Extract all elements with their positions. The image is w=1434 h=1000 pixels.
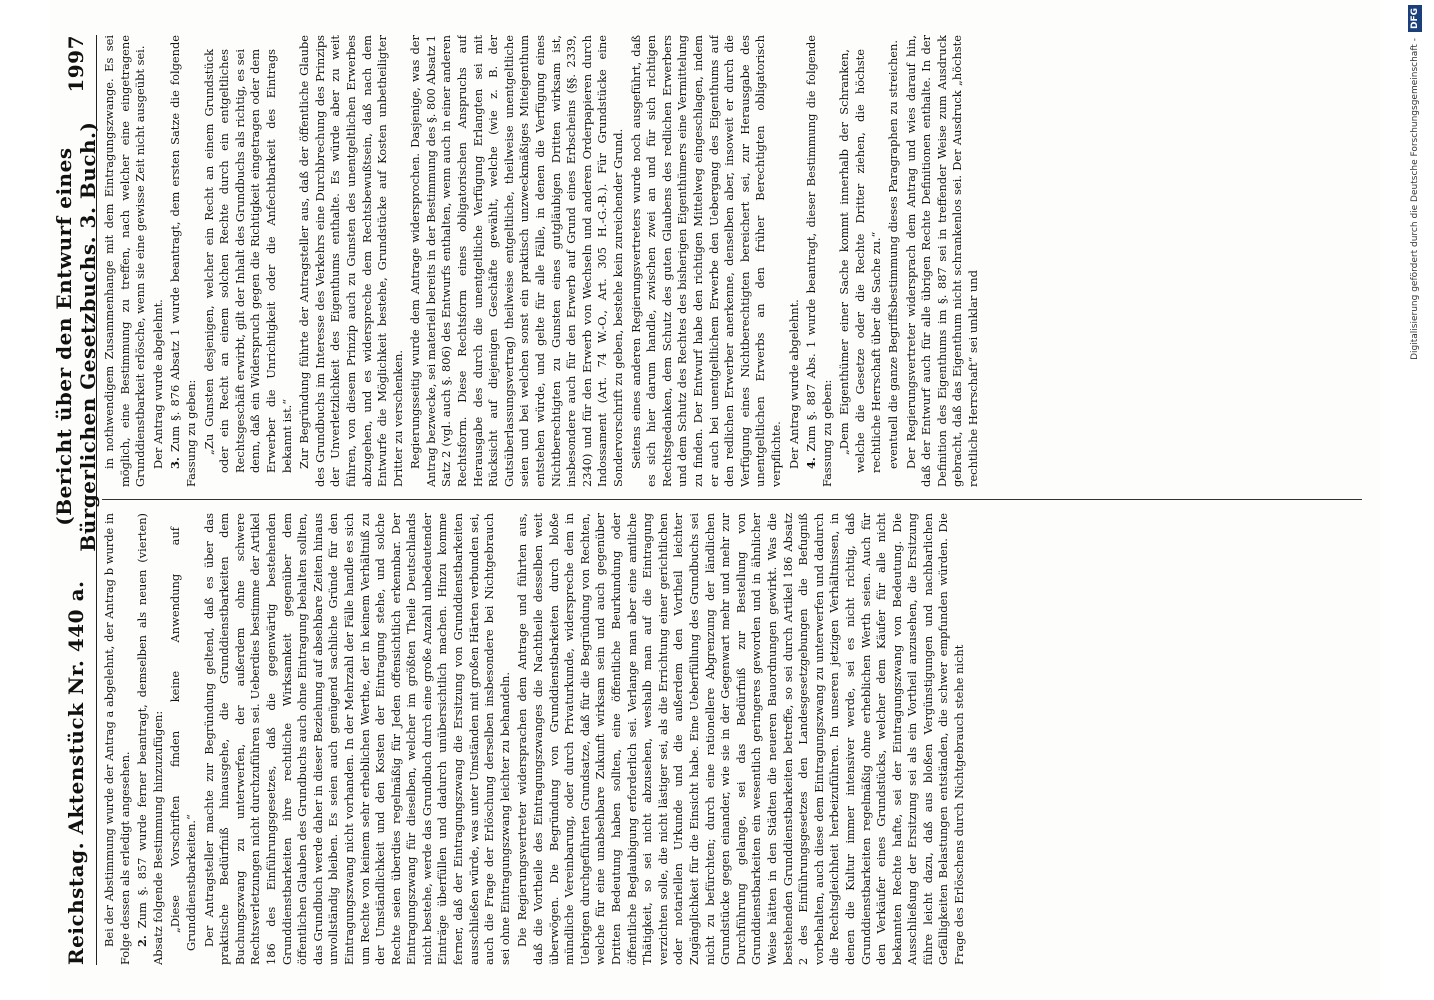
- paragraph-text: „Zu Gunsten desjenigen, welcher ein Recht an einem Grundstück oder ein Recht an einem solchen Rechte durch ein entgeltliches Rechtsgeschäft erwirbt, gilt der Inhalt des Grundbuchs als richtig, es sei denn, daß ein Widerspruch gegen die Richtigkeit eingetragen oder dem Erwerber die Unrichtigkeit oder die Anfechtbarkeit des Eintrags bekannt ist.“: [201, 49, 294, 473]
- paragraph: [787, 35, 803, 487]
- paragraph-number: 3.: [168, 457, 183, 469]
- paragraph-text: eventuell die ganze Begriffsbestimmung dieses Paragraphen zu streichen.: [886, 40, 901, 469]
- paragraph-text: Seitens eines anderen Regierungsvertreters wurde noch ausgeführt, daß es sich hier darum handle, zwischen zwei an und für sich richtigen Rechtsgedanken, dem Schutz des guten Glaubens des redlichen Erwerbers und dem Schutz des Rechtes des bisherigen Eigenthümers eine Vermittelung zu finden. Der Entwurf habe den richtigen Mittelweg eingeschlagen, indem er auch bei unentgeltlichem Erwerbe den Uebergang des Eigenthums auf den redlichen Erwerber anerkenne, denselben aber, insoweit er durch die Verfügung eines Nichtberechtigten bereichert sei, zur Herausgabe des unentgeltlichen Erwerbs an den früher Berechtigten obligatorisch verpflichte.: [628, 35, 783, 487]
- numbered-paragraph: [168, 35, 199, 487]
- page-number: 1997: [64, 35, 88, 93]
- paragraph: [297, 35, 406, 487]
- digitization-credit: [1394, 0, 1434, 1000]
- column-divider: [102, 499, 1362, 500]
- paragraph-text: Zum §. 887 Abs. 1 wurde beantragt, dieser Bestimmung die folgende Fassung zu geben:: [804, 35, 834, 487]
- dfg-logo: DFG: [1408, 5, 1422, 32]
- paragraph-text: Der Antrag wurde abgelehnt.: [786, 299, 801, 469]
- paragraph: [408, 35, 626, 487]
- text-column-left: [102, 513, 1372, 965]
- paragraph-number: 4.: [804, 457, 819, 469]
- paragraph-text: „Diese Vorschriften finden keine Anwendung auf Grunddienstbarkeiten.“: [168, 527, 198, 951]
- paragraph-text: Der Regierungsvertreter widersprach dem Antrag und wies darauf hin, daß der Entwurf auch für alle übrigen Rechte Definitionen enthalte. In der Definition des Eigenthums im §. 887 sei in treffender Weise zum Ausdruck gebracht, daß das Eigenthum nicht schrankenlos sei. Der Ausdruck „höchste rechtliche Herrschaft“ sei unklar und: [903, 35, 981, 487]
- paragraph-text: Zur Begründung führte der Antragsteller aus, daß der öffentliche Glaube des Grundbuchs im Interesse des Verkehrs eine Durchbrechung des Prinzips der Unverletzlichkeit des Eigenthums enthalte. Es würde aber zu weit führen, von diesem Prinzip auch zu Gunsten des unentgeltlichen Erwerbes abzugehen, und es widerspreche dem Rechtsbewußtsein, daß nach dem Entwurfe die Möglichkeit bestehe, Grundstücke auf Kosten unbetheiligter Dritter zu verschenken.: [297, 35, 405, 487]
- paragraph-text: Der Antragsteller machte zur Begründung geltend, daß es über das praktische Bedürfniß hinausgehe, die Grunddienstbarkeiten dem Buchungszwang zu unterwerfen, der außerdem ohne schwere Rechtsverletzungen nicht durchzuführen sei. Ueberdies bestimme der Artikel 186 des Einführungsgesetzes, daß die gegenwärtig bestehenden Grunddienstbarkeiten ihre rechtliche Wirksamkeit gegenüber dem öffentlichen Glauben des Grundbuchs auch ohne Eintragung behalten sollten, das Grundbuch werde daher in dieser Beziehung auf absehbare Zeiten hinaus unvollständig bleiben. Es seien auch genügend sachliche Gründe für den Eintragungszwang nicht vorhanden. In der Mehrzahl der Fälle handle es sich um Rechte von keinem sehr erheblichen Werthe, der in keinem Verhältniß zu der Umständlichkeit und den Kosten der Eintragung stehe, und solche Rechte seien überdies regelmäßig für Jeden offensichtlich erkennbar. Der Eintragungszwang für dieselben, welcher im größten Theile Deutschlands nicht bestehe, werde das Grundbuch durch eine große Anzahl unbedeutender Einträge überfüllen und dadurch unübersichtlich machen. Hinzu komme ferner, daß der Eintragungszwang die Ersitzung von Grunddienstbarkeiten ausschließen würde, was unter Umständen mit großen Härten verbunden sei, auch die Frage der Erlöschung derselben insbesondere bei Nichtgebrauch sei ohne Eintragungszwang leichter zu behandeln.: [201, 513, 512, 965]
- running-head-left: Reichstag. Aktenstück Nr. 440 a.: [64, 580, 88, 965]
- running-head: [52, 35, 100, 965]
- quoted-provision: [837, 35, 884, 487]
- quoted-provision: [168, 513, 199, 965]
- paragraph-text: Zum §. 876 Absatz 1 wurde beantragt, dem ersten Satze die folgende Fassung zu geben:: [168, 35, 198, 487]
- rotated-page-content: [50, 25, 1380, 975]
- paragraph-text: Bei der Abstimmung wurde der Antrag a abgelehnt, der Antrag b wurde in Folge dessen als erledigt angesehen.: [102, 513, 132, 965]
- credit-text: Digitalisierung gefördert durch die Deutsche Forschungsgemeinschaft -: [1410, 38, 1420, 360]
- paragraph-text: „Dem Eigenthümer einer Sache kommt innerhalb der Schranken, welche die Gesetze oder die Rechte Dritter ziehen, die höchste rechtliche Herrschaft über die Sache zu.“: [837, 49, 883, 473]
- paragraph-text: Die Regierungsvertreter widersprachen dem Antrage und führten aus, daß die Vortheile des Eintragungszwanges die Nachtheile desselben weit überwögen. Die Begründung von Grunddienstbarkeiten durch bloße mündliche Vereinbarung, oder durch Privaturkunde, widerspreche dem in Uebrigen durchgeführten Grundsatze, daß für die Begründung von Rechten, welche für eine unabsehbare Zukunft wirksam sein und auch gegenüber Dritten Bedeutung haben sollten, eine öffentliche Beurkundung oder öffentliche Beglaubigung erforderlich sei. Verlange man aber eine amtliche Thätigkeit, so sei nicht abzusehen, weshalb man auf die Eintragung verzichten solle, die nicht lästiger sei, als die Errichtung einer gerichtlichen oder notariellen Urkunde und die außerdem den Vortheil leichter Zugänglichkeit für die Einsicht habe. Eine Ueberfüllung des Grundbuchs sei nicht zu befürchten; durch eine rationellere Abgrenzung der ländlichen Grundstücke gegen einander, wie sie in der Gegenwart mehr und mehr zur Durchführung gelange, sei das Bedürfniß zur Bestellung von Grunddienstbarkeiten ein wesentlich geringeres geworden und in ähnlicher Weise hätten in den Städten die neueren Bauordnungen gewirkt. Was die bestehenden Grunddienstbarkeiten betreffe, so sei durch Artikel 186 Absatz 2 des Einführungsgesetzes den Landesgesetzgebungen die Befugniß vorbehalten, auch diese dem Eintragungszwang zu unterwerfen und dadurch die Rechtsgleichheit herbeizuführen. In unseren jetzigen Verhältnissen, in denen die Kultur immer intensiver werde, sei es nicht richtig, daß Grunddienstbarkeiten regelmäßig ohne erheblichen Werth seien. Auch für den Verkäufer eines Grundstücks, welcher dem Käufer für alle nicht bekannten Rechte hafte, sei der Eintragungszwang von Bedeutung. Die Ausschließung der Ersitzung sei als ein Vortheil anzusehen, die Ersitzung führe leicht dazu, daß aus bloßen Vergünstigungen und nachbarlichen Gefälligkeiten Belastungen entständen, die schwer empfunden würden. Die Frage des Erlöschens durch Nichtgebrauch stehe nicht: [515, 513, 967, 965]
- digitization-credit-text: [1406, 5, 1424, 995]
- text-column-right: [102, 35, 1372, 487]
- paragraph: [202, 513, 514, 965]
- paragraph: [151, 35, 167, 487]
- numbered-paragraph: [804, 35, 835, 487]
- paragraph-text: Zum §. 857 wurde ferner beantragt, demselben als neuen (vierten) Absatz folgende Bestimmung hinzuzufügen:: [135, 513, 165, 965]
- paragraph-text: in nothwendigem Zusammenhange mit dem Eintragungszwange. Es sei möglich, eine Bestimmung zu treffen, nach welcher eine eingetragene Grunddienstbarkeit erlösche, wenn sie eine gewisse Zeit nicht ausgeübt sei.: [102, 35, 148, 487]
- paragraph-number: 2.: [135, 935, 150, 947]
- paragraph: [629, 35, 785, 487]
- running-head-title: (Bericht über den Entwurf eines Bürgerlichen Gesetzbuchs. 3. Buch.): [52, 121, 100, 552]
- paragraph: [904, 35, 982, 487]
- scanned-page: [50, 0, 1380, 1000]
- paragraph-text: Regierungsseitig wurde dem Antrage widersprochen. Dasjenige, was der Antrag bezwecke, sei materiell bereits in der Bestimmung des §. 800 Absatz 1 Satz 2 (vgl. auch §. 806) des Entwurfs enthalten, wenn auch in einer anderen Rechtsform. Diese Rechtsform eines obligatorischen Anspruchs auf Herausgabe des durch die unentgeltliche Verfügung Erlangten sei mit Rücksicht auf diejenigen Geschäfte gewählt, welche (wie z. B. der Gutsüberlassungsvertrag) theilweise entgeltliche, theilweise unentgeltliche seien und bei welchen sonst ein praktisch unzweckmäßiges Miteigenthum entstehen würde, und gelte für alle Fälle, in denen die Verfügung eines Nichtberechtigten zu Gunsten eines gutgläubigen Dritten wirksam ist, insbesondere auch für den Erwerb auf Grund eines Erbscheins (§§. 2339, 2340) und für den Erwerb von Wechseln und anderen Orderpapieren durch Indossament (Art. 74 W.-O., Art. 305 H.-G.-B.). Für Grundstücke eine Sondervorschrift zu geben, bestehe kein zureichender Grund.: [408, 35, 625, 487]
- paragraph: [886, 35, 902, 487]
- paragraph-text: Der Antrag wurde abgelehnt.: [150, 299, 165, 469]
- paragraph: [102, 513, 133, 965]
- numbered-paragraph: [135, 513, 166, 965]
- paragraph: [515, 513, 967, 965]
- paragraph: [102, 35, 149, 487]
- quoted-provision: [202, 35, 296, 487]
